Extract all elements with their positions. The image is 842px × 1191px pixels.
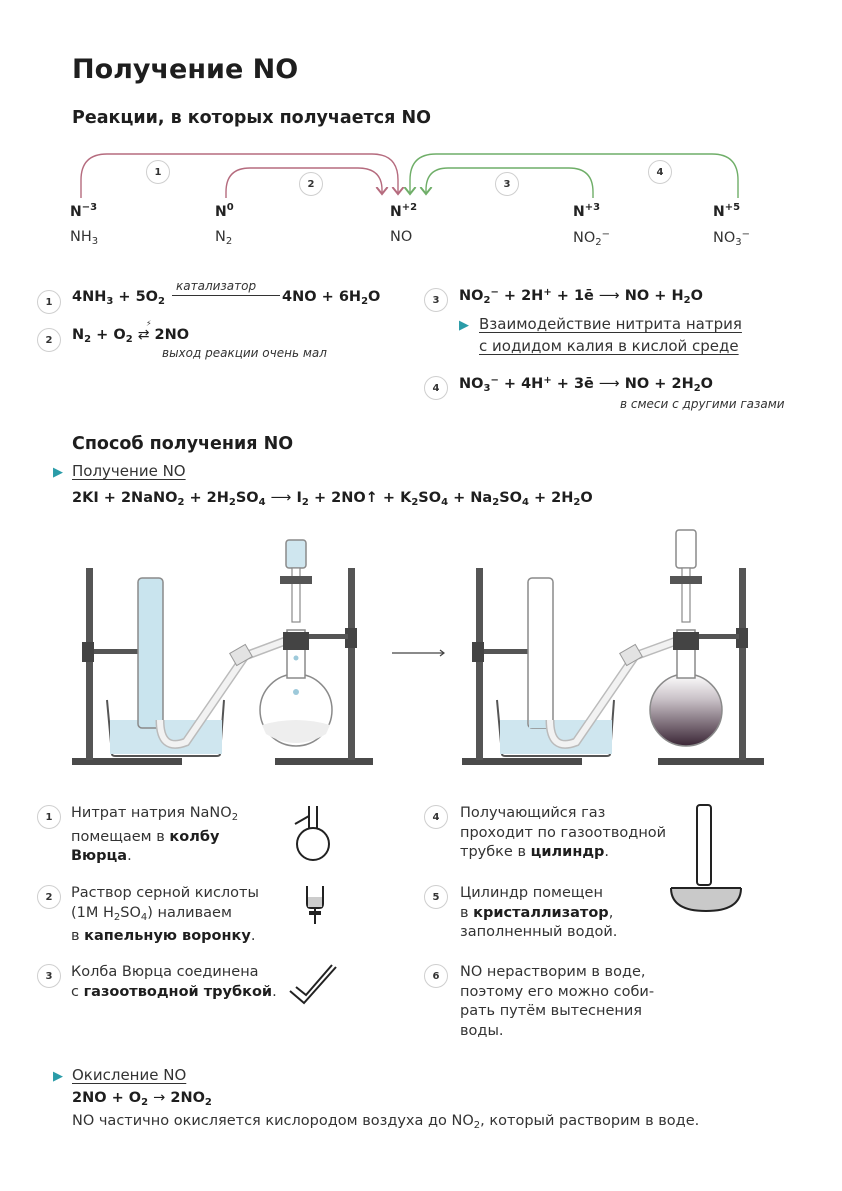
step-number: 4 [424,805,448,829]
oxidation-arc-diagram [0,140,842,210]
reaction-1-equation: $4NH_3 + 5O_2$ $4NO + 6H_2O$ [72,289,381,307]
oxidation-state: $N^{+3}$ [573,202,601,220]
step-number: 3 [37,964,61,988]
oxidation-state: $N^{-3}$ [70,202,98,220]
reaction-number: 4 [424,376,448,400]
species-formula: $NO_3^-$ [713,229,751,248]
apparatus-illustration [0,520,842,775]
reaction-number: 3 [424,288,448,312]
step-2-text: Раствор серной кислоты (1M $H_2SO_4$) наливаем в капельную воронку. [71,885,259,944]
step-number: 6 [424,964,448,988]
oxidation-equation: $2NO + O_2 \to 2NO_2$ [72,1090,212,1108]
species-formula: $NO_2^-$ [573,229,611,248]
reaction-3-equation: $NO_2^- + 2H^+$ + 1ē ⟶ NO + $H_2O$ [459,287,703,306]
oxidation-state: $N^{+5}$ [713,202,741,220]
step-number: 2 [37,885,61,909]
nitrite-iodide-link[interactable]: Взаимодействие нитрита натрия [479,315,742,333]
reaction-number: 2 [37,328,61,352]
step-6-text: NO нерастворим в воде, поэтому его можно соби- рать путём вытеснения воды. [460,964,655,1039]
oxidation-state: $N^0$ [215,202,234,220]
step-5-text: Цилиндр помещен в кристаллизатор, заполненный водой. [460,885,618,940]
method-link[interactable]: Получение NO [72,462,186,480]
oxidation-description: NO частично окисляется кислородом воздуха до $NO_2$, который растворим в воде. [72,1113,700,1131]
species-formula: $NH_3$ [70,229,99,247]
step-3-text: Колба Вюрца соединена с газоотводной трубкой. [71,964,277,1000]
reaction-2-equation: $N_2 + O_2$ ⇄ 2NO [72,327,190,345]
arc-4 [410,154,738,198]
reaction-number: 1 [37,290,61,314]
play-arrow-icon: ▶ [459,318,469,333]
species-formula: $N_2$ [215,229,233,247]
method-equation: 2KI + 2NaNO$_2$ + $2H_2SO_4$ ⟶ $I_2$ + 2NO↑ + $K_2SO_4 + Na_2SO_4 + 2H_2O$ [72,490,593,508]
spark-icon: ⚡ [146,319,152,328]
reactions-heading: Реакции, в которых получается NO [72,108,431,128]
play-arrow-icon: ▶ [53,1069,63,1084]
arc-number: 4 [648,160,672,184]
catalyst-label: катализатор [176,279,257,293]
dropping-funnel-icon [300,884,330,926]
nitrite-iodide-link-line2[interactable]: с иодидом калия в кислой среде [479,337,739,355]
arc-number: 3 [495,172,519,196]
gas-tube-icon [286,963,342,1009]
arc-1 [81,154,398,198]
step-1-text: Нитрат натрия NaNO$_2$ помещаем в колбу Вюрца. [71,805,239,864]
method-heading: Способ получения NO [72,434,294,454]
wurtz-flask-icon [290,802,340,866]
setup-after [462,530,764,765]
page-title: Получение NO [72,54,299,85]
reaction-4-note: в смеси с другими газами [620,397,785,411]
oxidation-link[interactable]: Окисление NO [72,1066,187,1084]
reaction-4-equation: $NO_3^- + 4H^+$ + 3ē ⟶ NO + $2H_2O$ [459,375,713,394]
oxidation-state: $N^{+2}$ [390,202,418,220]
step-number: 5 [424,885,448,909]
reaction-2-note: выход реакции очень мал [162,346,327,360]
cylinder-crystallizer-icon [668,803,744,915]
play-arrow-icon: ▶ [53,465,63,480]
arc-number: 2 [299,172,323,196]
step-number: 1 [37,805,61,829]
species-formula: NO [390,229,413,245]
setup-before [72,540,373,765]
arc-number: 1 [146,160,170,184]
step-4-text: Получающийся газ проходит по газоотводной трубке в цилиндр. [460,805,667,860]
